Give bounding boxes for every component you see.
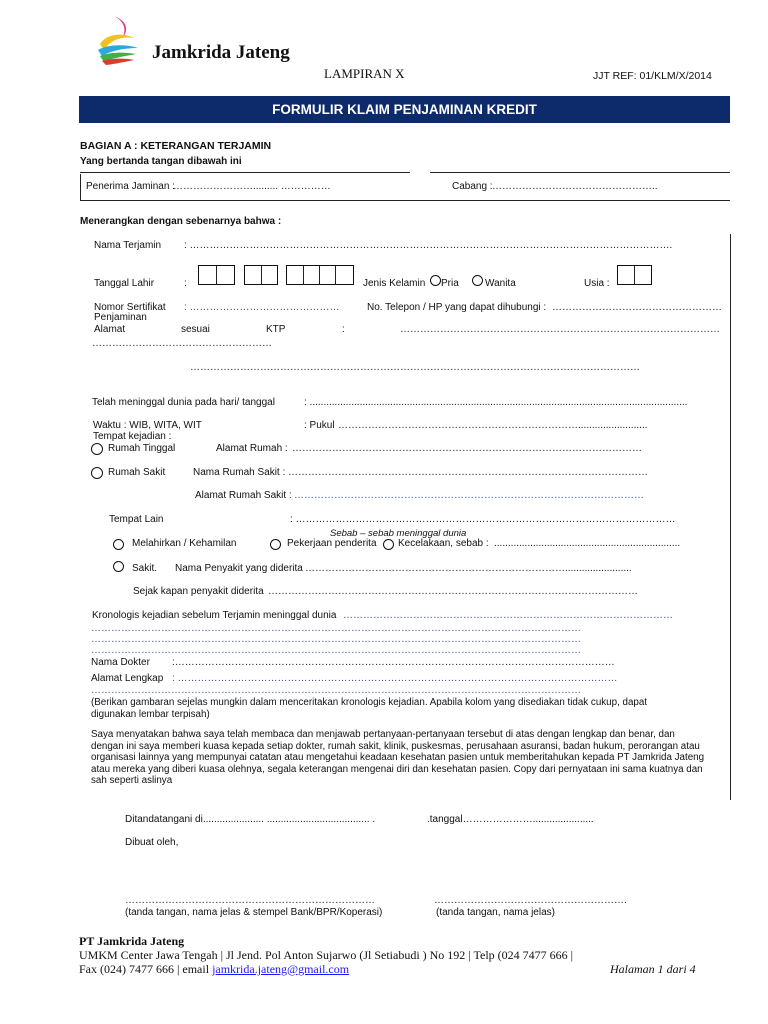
- sakit-radio[interactable]: [113, 561, 124, 572]
- divider: [80, 172, 410, 173]
- melahirkan-label: Melahirkan / Kehamilan: [132, 538, 237, 549]
- kronologis-field[interactable]: ………………………………………………………………………………………: [343, 610, 673, 621]
- alamat-lengkap-label: Alamat Lengkap: [91, 673, 164, 684]
- tempat-lain-label: Tempat Lain: [109, 514, 164, 525]
- alamat-field-3[interactable]: ………………………………………………………………………………………………………………………: [190, 362, 640, 373]
- kronologis-line-1[interactable]: …………………………………………………………………………………………………………………………………: [91, 623, 581, 634]
- jenis-kelamin-label: Jenis Kelamin: [363, 278, 426, 289]
- kecelakaan-radio[interactable]: [383, 539, 394, 550]
- company-logo: [92, 14, 144, 66]
- penerima-field[interactable]: ……………………......... ……………: [173, 181, 331, 192]
- tanggal-lahir-colon: :: [184, 278, 187, 289]
- footer-address: UMKM Center Jawa Tengah | Jl Jend. Pol Anton Sujarwo (Jl Setiabudi ) No 192 | Telp (024 7477 666 |: [79, 948, 574, 962]
- alamat-sesuai: sesuai: [181, 324, 210, 335]
- pekerjaan-label: Pekerjaan penderita: [287, 538, 377, 549]
- alamat-rumah-label: Alamat Rumah :: [216, 443, 288, 454]
- signature-line-left[interactable]: …………………………………………………………………: [125, 895, 375, 906]
- meninggal-label: Telah meninggal dunia pada hari/ tanggal: [92, 397, 275, 408]
- usia-label: Usia :: [584, 278, 610, 289]
- ditandatangani-field[interactable]: Ditandatangani di...................... ..................................... .: [125, 814, 376, 825]
- alamat-rumah-field[interactable]: ……………………………………………………………………………………………: [292, 443, 642, 454]
- footer-company: PT Jamkrida Jateng: [79, 934, 185, 948]
- footer-fax-text: Fax (024) 7477 666 | email: [79, 962, 210, 976]
- signature-caption-right: (tanda tangan, nama jelas): [436, 907, 555, 918]
- nomor-sertifikat-field[interactable]: : ………………………………………: [184, 302, 340, 313]
- nomor-sertifikat-label-2: Penjaminan: [94, 312, 147, 323]
- sejak-field[interactable]: …………………………………………………………………………………………………: [268, 586, 638, 597]
- section-heading: BAGIAN A : KETERANGAN TERJAMIN: [80, 140, 272, 152]
- tanggal-lahir-label: Tanggal Lahir: [94, 278, 155, 289]
- sejak-label: Sejak kapan penyakit diderita: [133, 586, 264, 597]
- berikan-note: (Berikan gambaran sejelas mungkin dalam menceritakan kronologis kejadian. Apabila kolom yang disediakan tidak cukup, dapat digunakan lembar terpisah): [91, 697, 648, 720]
- nama-rumah-sakit-label: Nama Rumah Sakit :: [193, 467, 286, 478]
- sakit-label: Sakit.: [132, 563, 158, 574]
- nama-rumah-sakit-field[interactable]: ………………………………………………………………………………………………: [288, 467, 648, 478]
- rumah-tinggal-radio[interactable]: [91, 443, 103, 455]
- footer-page-number: Halaman 1 dari 4: [610, 962, 696, 976]
- alamat-field[interactable]: ……………………………………………………………………………………: [400, 324, 720, 335]
- footer-fax: [79, 962, 349, 977]
- divider: [430, 172, 730, 173]
- signature-line-right[interactable]: ………………………………………………….: [434, 895, 627, 906]
- sebab-heading: Sebab – sebab meninggal dunia: [330, 528, 467, 539]
- wanita-label: Wanita: [485, 278, 516, 289]
- alamat-lengkap-line-2[interactable]: …………………………………………………………………………………………………………………………………: [91, 685, 581, 696]
- usia-boxes[interactable]: [617, 265, 652, 285]
- pekerjaan-radio[interactable]: [270, 539, 281, 550]
- date-month-boxes[interactable]: [244, 265, 278, 285]
- footer-email-link[interactable]: jamkrida.jateng@gmail.com: [212, 962, 350, 976]
- pria-radio[interactable]: [430, 275, 441, 286]
- reference-number: JJT REF: 01/KLM/X/2014: [593, 70, 712, 82]
- alamat-field-2[interactable]: ………………………………………………: [92, 338, 272, 349]
- tempat-kejadian-label: Tempat kejadian :: [93, 431, 172, 442]
- kronologis-line-3[interactable]: …………………………………………………………………………………………………………………………………: [91, 645, 581, 656]
- nama-terjamin-field[interactable]: : ……………………………………………………………………………………………………………………………….: [184, 240, 673, 251]
- form-title: FORMULIR KLAIM PENJAMINAN KREDIT: [272, 102, 537, 117]
- nama-penyakit-label: Nama Penyakit yang diderita: [175, 563, 303, 574]
- kecelakaan-label: Kecelakaan, sebab :: [398, 538, 489, 549]
- nama-terjamin-label: Nama Terjamin: [94, 240, 162, 251]
- title-bar: [79, 96, 730, 123]
- date-day-boxes[interactable]: [198, 265, 235, 285]
- nama-dokter-label: Nama Dokter: [91, 657, 150, 668]
- divider: [80, 200, 730, 201]
- cabang-label: Cabang :: [452, 181, 493, 192]
- pria-label: Pria: [441, 278, 459, 289]
- rumah-sakit-radio[interactable]: [91, 467, 103, 479]
- nama-dokter-field[interactable]: :……………………………………………………………………………………………………………………: [172, 657, 615, 668]
- rumah-sakit-label: Rumah Sakit: [108, 467, 166, 478]
- alamat-rumah-sakit-label: Alamat Rumah Sakit :: [195, 490, 292, 501]
- pukul-field[interactable]: ……………………………………………………………….........................: [338, 420, 648, 431]
- signature-caption-left: (tanda tangan, nama jelas & stempel Bank/BPR/Koperasi): [125, 907, 383, 918]
- pernyataan-text: Saya menyatakan bahwa saya telah membaca dan menjawab pertanyaan-pertanyaan tersebut di atas dengan lengkap dan benar, dan dengan ini saya memberi kuasa kepada setiap dokter, rumah sakit, klinik, puskesmas, perusahaan asuransi, badan hukum, perorangan atau organisasi lainnya yang mempunyai catatan atau mengetahui keadaan kesehatan pasien untuk memberitahukan kepada PT Jamkrida Jateng atau mereka yang diberi kuasa olehnya, segala keterangan mengenai diri dan kesehatan pasien. Copy dari pernyataan ini sama kuatnya dan sah seperti aslinya: [91, 729, 705, 787]
- alamat-lengkap-field[interactable]: : ……………………………………………………………………………………………………………………: [172, 673, 618, 684]
- alamat-ktp: KTP: [266, 324, 286, 335]
- alamat-colon: :: [342, 324, 345, 335]
- cabang-field[interactable]: …………………………………………..: [492, 181, 658, 192]
- date-year-boxes[interactable]: [286, 265, 354, 285]
- menerangkan-label: Menerangkan dengan sebenarnya bahwa :: [80, 216, 282, 227]
- penerima-label: Penerima Jaminan :: [86, 181, 175, 192]
- waktu-label: Waktu : WIB, WITA, WIT: [93, 420, 202, 431]
- pukul-label: : Pukul: [304, 420, 335, 431]
- alamat-label: Alamat: [94, 324, 126, 335]
- telepon-field[interactable]: ……………………………………………: [552, 302, 722, 313]
- telepon-label: No. Telepon / HP yang dapat dihubungi :: [367, 302, 547, 313]
- form-border: [730, 234, 731, 800]
- divider: [80, 174, 81, 200]
- nama-penyakit-field[interactable]: ……………………………………………………………………........................: [305, 563, 632, 574]
- tanggal-field[interactable]: .tanggal…………………......................: [427, 814, 594, 825]
- kronologis-line-2[interactable]: …………………………………………………………………………………………………………………………………: [91, 634, 581, 645]
- nomor-sertifikat-label: Nomor Sertifikat: [94, 302, 166, 313]
- dibuat-oleh-label: Dibuat oleh,: [125, 837, 179, 848]
- kecelakaan-field[interactable]: ...................................................................: [494, 538, 681, 549]
- kronologis-label: Kronologis kejadian sebelum Terjamin meninggal dunia: [92, 610, 337, 621]
- rumah-tinggal-label: Rumah Tinggal: [108, 443, 176, 454]
- melahirkan-radio[interactable]: [113, 539, 124, 550]
- company-name: Jamkrida Jateng: [152, 42, 290, 63]
- alamat-rumah-sakit-field[interactable]: ……………………………………………………………………………………………: [294, 490, 644, 501]
- tempat-lain-field[interactable]: : ……………………………………………………………………………………………………: [290, 514, 676, 525]
- lampiran-label: LAMPIRAN X: [324, 66, 405, 81]
- meninggal-field[interactable]: : ........................................................................................................................................: [304, 397, 688, 408]
- wanita-radio[interactable]: [472, 275, 483, 286]
- section-subheading: Yang bertanda tangan dibawah ini: [80, 156, 242, 167]
